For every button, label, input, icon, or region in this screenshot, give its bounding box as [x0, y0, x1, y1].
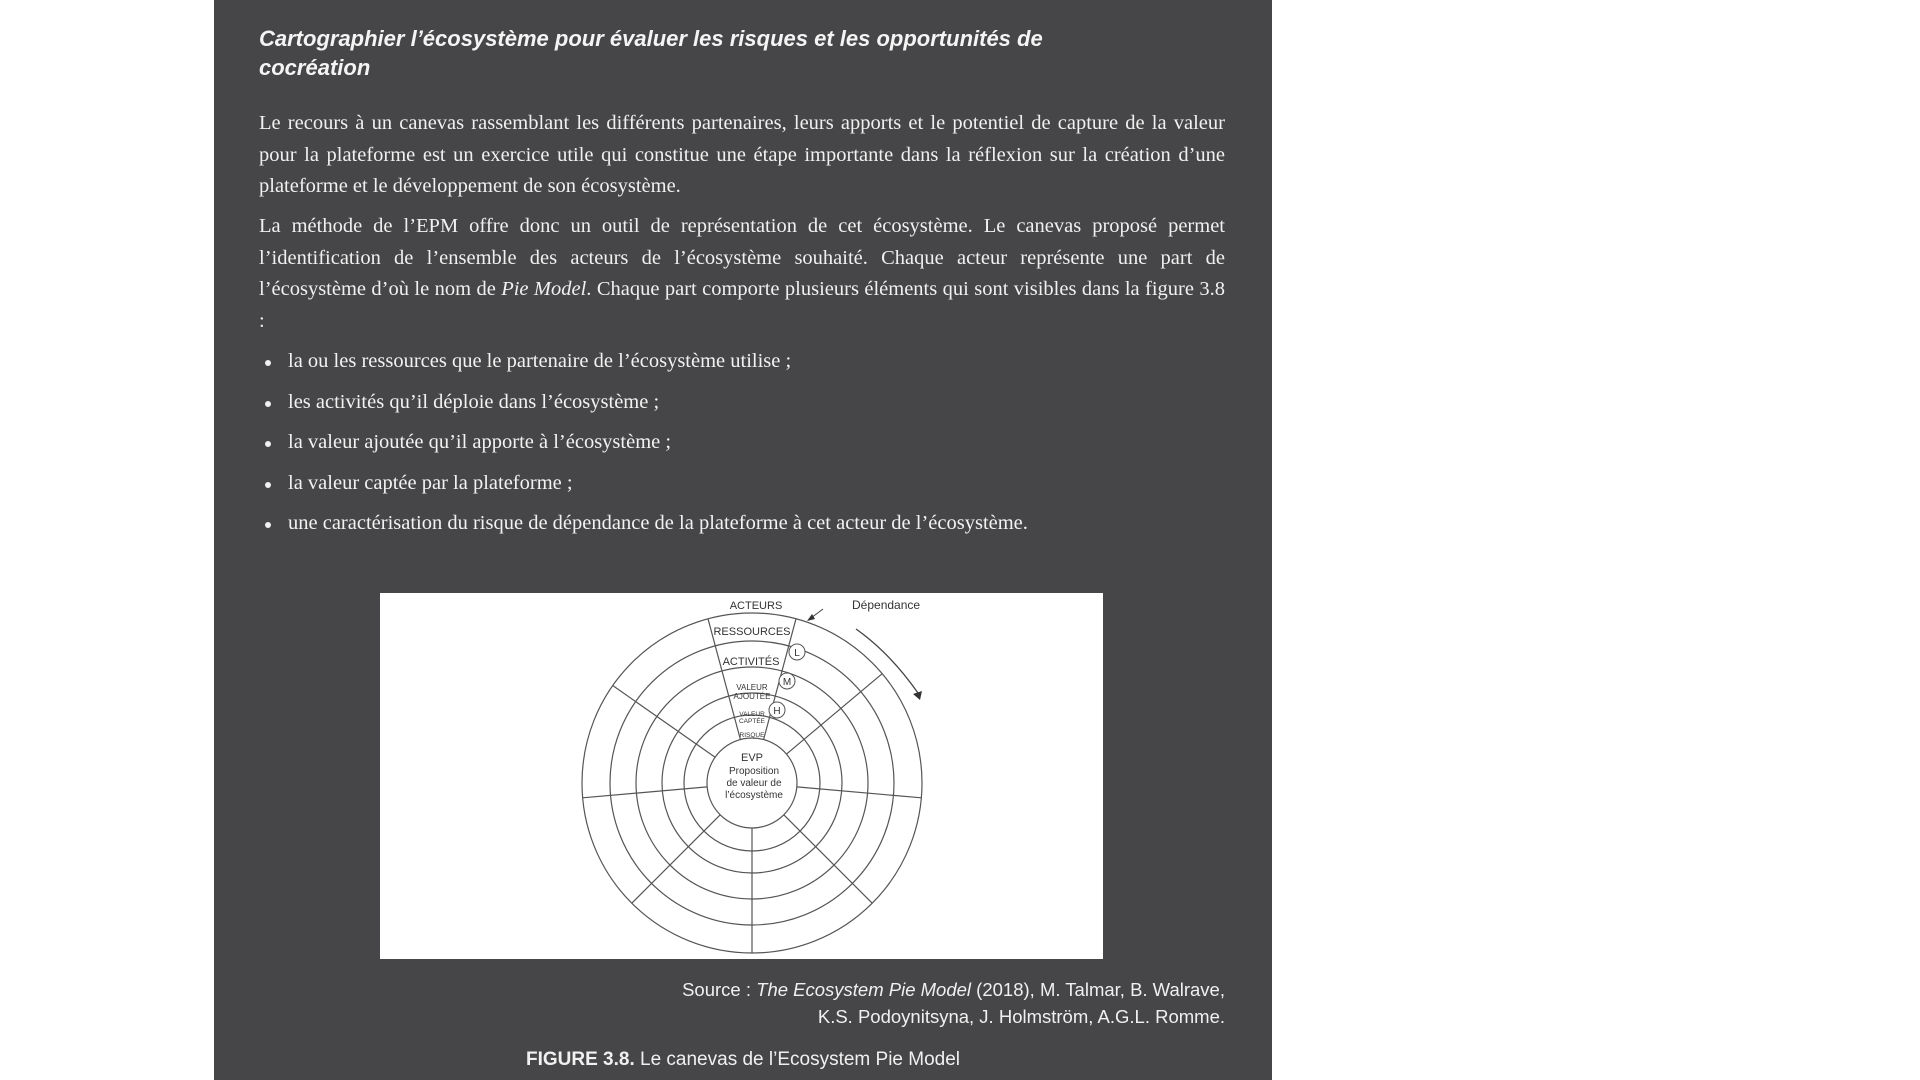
paragraph-2-text-a: La méthode de l’EPM offre donc un outil de représentation de cet écosystème. Le canevas proposé permet l’identification de l’ensemble des acteurs de l’écosystème souhaité. Chaque acteur représente une part de l’écosystème d’où le nom de [259, 215, 1225, 300]
marker-high [769, 702, 785, 718]
label-ressources: RESSOURCES [713, 626, 791, 638]
list-item: la ou les ressources que le partenaire de l’écosystème utilise ; [259, 346, 1225, 387]
label-dependance: Dépendance [852, 598, 921, 612]
caption-label: FIGURE 3.8. [525, 1049, 635, 1070]
list-item: la valeur ajoutée qu’il apporte à l’écosystème ; [259, 427, 1225, 468]
slice-line-9 [613, 686, 715, 758]
label-center-2: de valeur de [726, 778, 782, 789]
label-valeur-captee-2: CAPTÉE [738, 718, 766, 725]
section-heading: Cartographier l’écosystème pour évaluer les risques et les opportunités de cocréation [259, 26, 1043, 80]
slice-line-8 [583, 787, 708, 798]
paragraph-1: Le recours à un canevas rassemblant les différents partenaires, leurs apports et le potentiel de capture de la valeur pour la plateforme est un exercice utile qui constitue une étape importante dans la réflexion sur la création d’une plateforme et le développement de son écosystème. [259, 112, 1225, 197]
slice-line-4 [797, 787, 922, 798]
paragraph-2-emphasis: Pie Model [501, 278, 587, 300]
list-item: les activités qu’il déploie dans l’écosystème ; [259, 387, 1225, 428]
label-risque: RISQUE [739, 732, 765, 739]
paragraph-2 [259, 211, 1225, 337]
label-valeur-ajoutee-2: AJOUTÉE [733, 692, 771, 701]
pointer-head [807, 614, 815, 621]
source-title: The Ecosystem Pie Model [756, 979, 972, 1000]
source-line-1 [525, 976, 1225, 1003]
figure-caption [214, 1049, 1272, 1071]
ecosystem-pie-figure [380, 593, 1103, 959]
label-valeur-ajoutee-1: VALEUR [736, 683, 768, 692]
marker-high-label: H [773, 706, 781, 717]
label-center-3: l’écosystème [725, 790, 783, 801]
marker-low [789, 644, 805, 660]
paragraph-2-text-b: . Chaque part comporte plusieurs éléments qui sont visibles dans la figure 3.8 : [259, 278, 1225, 332]
marker-mid [779, 673, 795, 689]
pie-model-diagram [380, 593, 1103, 959]
label-valeur-captee-1: VALEUR [739, 711, 765, 718]
marker-mid-label: M [782, 677, 792, 688]
source-prefix: Source : [682, 979, 757, 1000]
label-center-1: Proposition [728, 766, 780, 777]
label-evp: EVP [740, 752, 764, 764]
list-item: la valeur captée par la plateforme ; [259, 468, 1225, 509]
bullet-list [259, 346, 1225, 549]
marker-low-label: L [794, 648, 800, 659]
source-line-2: K.S. Podoynitsyna, J. Holmström, A.G.L. Romme. [817, 1006, 1225, 1027]
label-acteurs: ACTEURS [729, 600, 783, 612]
dependance-arrow [856, 629, 918, 693]
caption-text: Le canevas de l’Ecosystem Pie Model [634, 1049, 961, 1070]
label-activites: ACTIVITÉS [722, 656, 780, 668]
source-authors-1: (2018), M. Talmar, B. Walrave, [971, 979, 1225, 1000]
document-page [214, 0, 1272, 1080]
slice-line-3 [787, 674, 883, 754]
list-item: une caractérisation du risque de dépendance de la plateforme à cet acteur de l’écosystème. [259, 508, 1225, 549]
figure-source [525, 976, 1225, 1030]
